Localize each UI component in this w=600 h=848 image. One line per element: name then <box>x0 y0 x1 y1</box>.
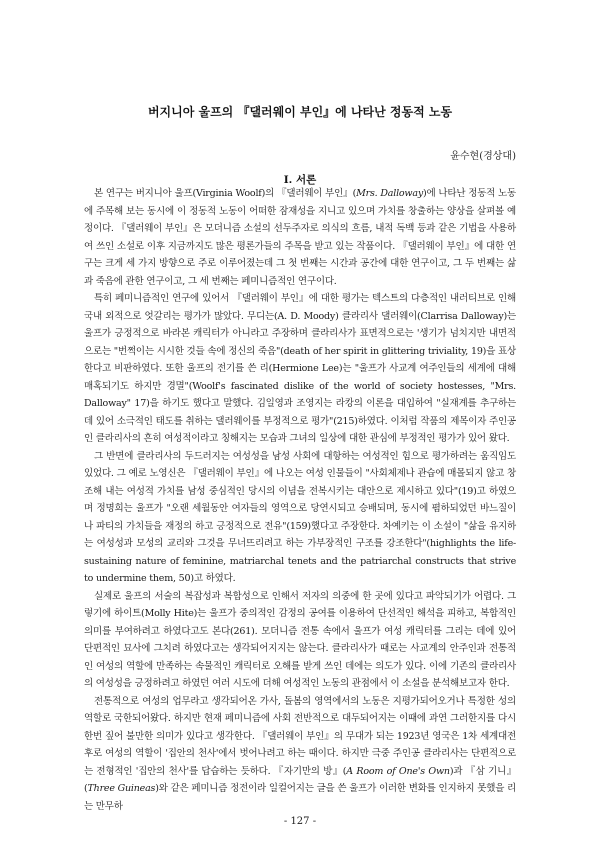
paragraph-text: 특히 페미니즘적인 연구에 있어서 『댈러웨이 부인』에 대한 평가는 텍스트의 다층적인 내러티브로 인해 국내 외적으로 엇갈리는 평가가 많았다. 무디는(A. D. Moody) 클라리사 댈러웨이(Clarrisa Dalloway)는 울프가 긍정적으로 바라본 캐릭터가 아니라고 주장하며 클라리사가 표면적으로는 '생기가 넘치지만 내면적으로는 "번쩍이는 시시한 것들 속에 정신의 죽음"(death of her spirit in glittering triviality, 19)을 표상한다고 비판하였다. 또한 울프의 전기를 쓴 리(Hermione Lee)는 "울프가 사교계 여주인들의 세계에 대해 매혹되기도 하지만 경멸"(Woolf's fascinated dislike of the world of society hostesses, "Mrs. Dalloway" 17)을 하기도 했다고 말했다. 김일영과 조영지는 라캉의 이론을 대입하여 "실재계를 추구하는데 있어 소극적인 태도를 취하는 댈러웨이를 부정적으로 평가"(215)하였다. 이처럼 작품의 제목이자 주인공인 클라리사의 흔히 여성적이라고 칭해지는 모습과 그녀의 일상에 대한 관심에 부정적인 평가가 있어 왔다. <box>84 293 516 444</box>
body-paragraph <box>84 290 516 448</box>
paragraph-text: )과 『삼 기니』( <box>84 765 517 794</box>
paragraph-text: 그 반면에 클라리사의 두드러지는 여성성을 남성 사회에 대항하는 여성적인 힘으로 평가하려는 움직임도 있었다. 그 예로 노영신은 『댈러웨이 부인』에 나오는 여성 인물들이 "사회체제나 관습에 매몰되지 않고 창조해 내는 여성적 가치를 남성 중심적인 당시의 이념을 전복시키는 대안으로 제시하고 있다"(19)고 하였으며 정명희는 울프가 "오랜 세월동안 여자들의 영역으로 당연시되고 승배되며, 동시에 폄하되었던 바느질이나 파티의 가치들을 재정의 하고 긍정적으로 전유"(159)했다고 주장한다. 차예키는 이 소설이 "삶을 유지하는 여성성과 모성의 교리와 그것을 무너뜨리려고 하는 가부장적인 구조를 강조한다"(highlights the life-sustaining nature of feminine, matriarchal tenets and the patriarchal constructs that strive to undermine them, 50)고 하였다. <box>84 450 516 584</box>
paragraph-text: 전통적으로 여성의 업무라고 생각되어온 가사, 돌봄의 영역에서의 노동은 지평가되어오거나 특정한 성의 역할로 국한되어왔다. 하지만 현재 페미니즘에 사회 전반적으로 대두되어지는 이때에 과연 그러한지를 다시 한번 짚어 불만한 의미가 있다고 생각한다. 『댈러웨이 부인』의 무대가 되는 1923년 영국은 1차 세계대전 후로 여성의 역할이 '집안의 천사'에서 벗어나려고 하는 때이다. 하지만 극중 주인공 클라리사는 단편적으로는 전형적인 '집안의 천사'를 답습하는 듯하다. 『자기만의 방』( <box>84 695 516 777</box>
italic-title-text: Mrs. Dalloway <box>356 188 423 199</box>
section-heading: I. 서론 <box>283 174 317 186</box>
body-text <box>84 185 516 815</box>
body-paragraph <box>84 448 516 588</box>
italic-title-text: Three Guineas <box>87 783 156 794</box>
body-paragraph <box>84 693 516 816</box>
page-number: - 127 - <box>283 816 317 827</box>
paragraph-text: )에 나타난 정동적 노동에 주목해 보는 동시에 이 정동적 노동이 어떠한 잠재성을 지니고 있으며 가치를 창출하는 양상을 살펴볼 예정이다. 『댈러웨이 부인』은 모더니즘 소설의 선두주자로 의식의 흐름, 내적 독백 등과 같은 기법을 사용하여 쓰인 소설로 이후 지금까지도 많은 평론가들의 주목을 받고 있는 작품이다. 『댈러웨이 부인』에 대한 연구는 크게 세 가지 방향으로 주로 이루어졌는데 그 첫 번째는 시간과 공간에 대한 연구이고, 그 두 번째는 삶과 죽음에 관한 연구이고, 그 세 번째는 페미니즘적인 연구이다. <box>84 188 516 287</box>
paragraph-text: 본 연구는 버지니아 울프(Virginia Woolf)의 『댈러웨이 부인』( <box>94 188 357 199</box>
body-paragraph <box>84 588 516 693</box>
paragraph-text: )와 같은 페미니즘 정전이라 일컬어지는 글을 쓴 울프가 이러한 변화를 인지하지 못했을 리는 만무하 <box>84 783 516 812</box>
paper-title: 버지니아 울프의 『댈러웨이 부인』에 나타난 정동적 노동 <box>147 105 453 119</box>
italic-title-text: A Room of One's Own <box>346 765 450 777</box>
paragraph-text: 실제로 울프의 서술의 복잡성과 복합성으로 인해서 저자의 의중에 한 곳에 있다고 파악되기가 어렵다. 그렇기에 하이트(Molly Hite)는 울프가 중의적인 감정의 공여를 이용하여 단선적인 해석을 피하고, 복합적인 의미를 부여하려고 하였다고도 본다(261). 모더니즘 전통 속에서 울프가 여성 캐릭터를 그리는 데에 있어 단편적인 묘사에 그치려 하였다고는 생각되어지지는 않는다. 클라리사가 때로는 사교계의 안주인과 전통적인 여성의 역할에 만족하는 속물적인 캐릭터로 오해를 받게 쓰인 데에는 의도가 있다. 이에 기존의 클라리사의 여성성을 긍정하려고 하였던 여러 시도에 더해 여성적인 노동의 관점에서 이 소설을 분석해보고자 한다. <box>84 590 516 689</box>
author-affiliation: 윤수현(경상대) <box>450 151 516 162</box>
body-paragraph <box>84 185 516 290</box>
